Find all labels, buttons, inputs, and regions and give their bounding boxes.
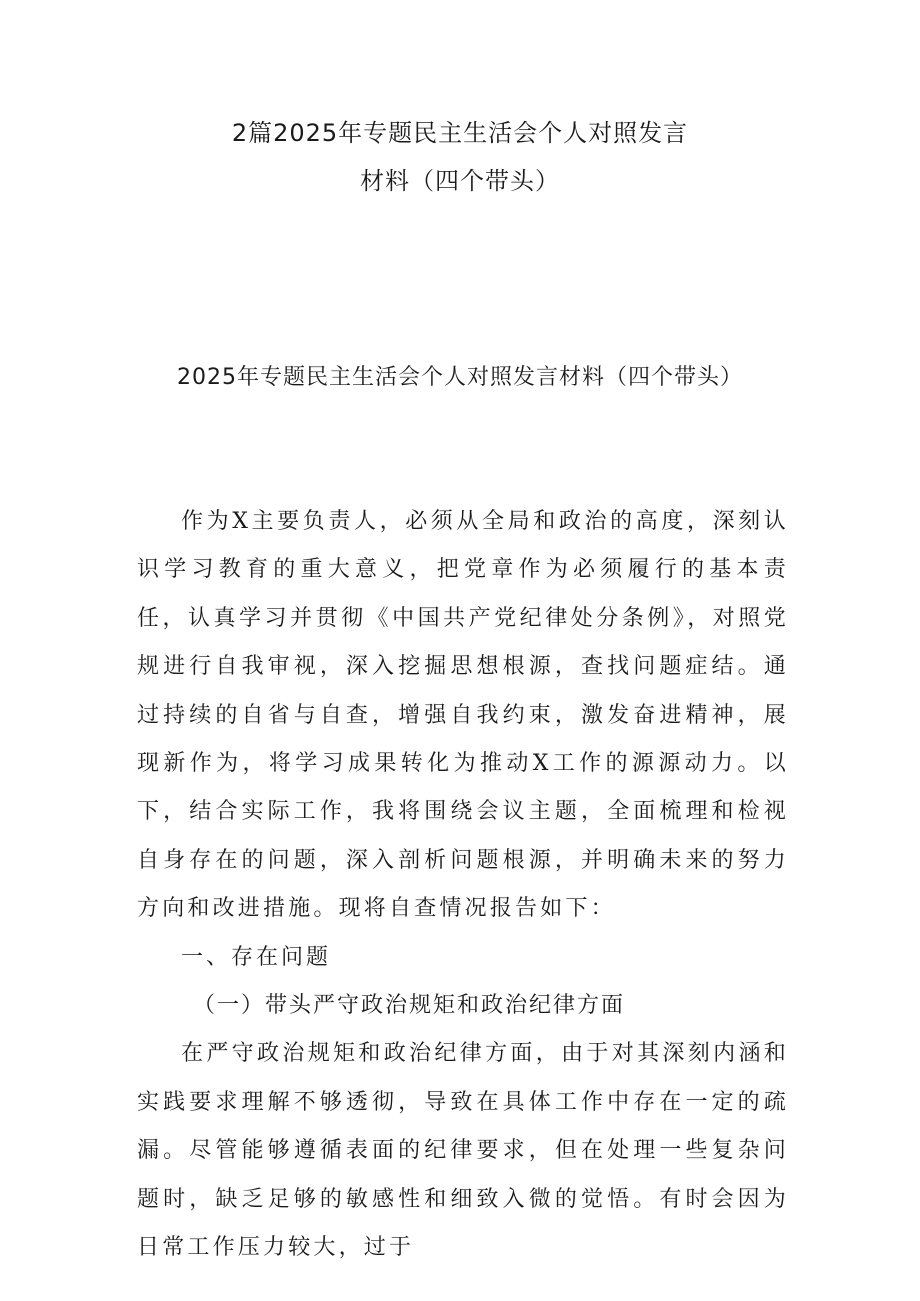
subsection-paragraph-political-discipline: 在严守政治规矩和政治纪律方面，由于对其深刻内涵和实践要求理解不够透彻，导致在具体工作中存在一定的疏漏。尽管能够遵循表面的纪律要求，但在处理一些复杂问题时，缺乏足够的敏感性和细致入微的觉悟。有时会因为日常工作压力较大，过于 <box>137 1041 789 1261</box>
intro-paragraph: 作为X主要负责人，必须从全局和政治的高度，深刻认识学习教育的重大意义，把党章作为必须履行的基本责任，认真学习并贯彻《中国共产党纪律处分条例》，对照党规进行自我审视，深入挖掘思想根源，查找问题症结。通过持续的自省与自查，增强自我约束，激发奋进精神，展现新作为，将学习成果转化为推动X工作的源源动力。以下，结合实际工作，我将围绕会议主题，全面梳理和检视自身存在的问题，深入剖析问题根源，并明确未来的努力方向和改进措施。现将自查情况报告如下： <box>137 509 789 922</box>
section-heading-problems: 一、存在问题 <box>181 944 332 970</box>
document-title-line2: 材料（四个带头） <box>360 167 560 195</box>
document-body <box>137 498 789 1273</box>
document-subtitle: 2025年专题民主生活会个人对照发言材料（四个带头） <box>177 365 743 390</box>
document-title-line1: 2篇2025年专题民主生活会个人对照发言 <box>231 119 689 147</box>
subsection-heading-political-discipline: （一）带头严守政治规矩和政治纪律方面 <box>193 993 626 1019</box>
